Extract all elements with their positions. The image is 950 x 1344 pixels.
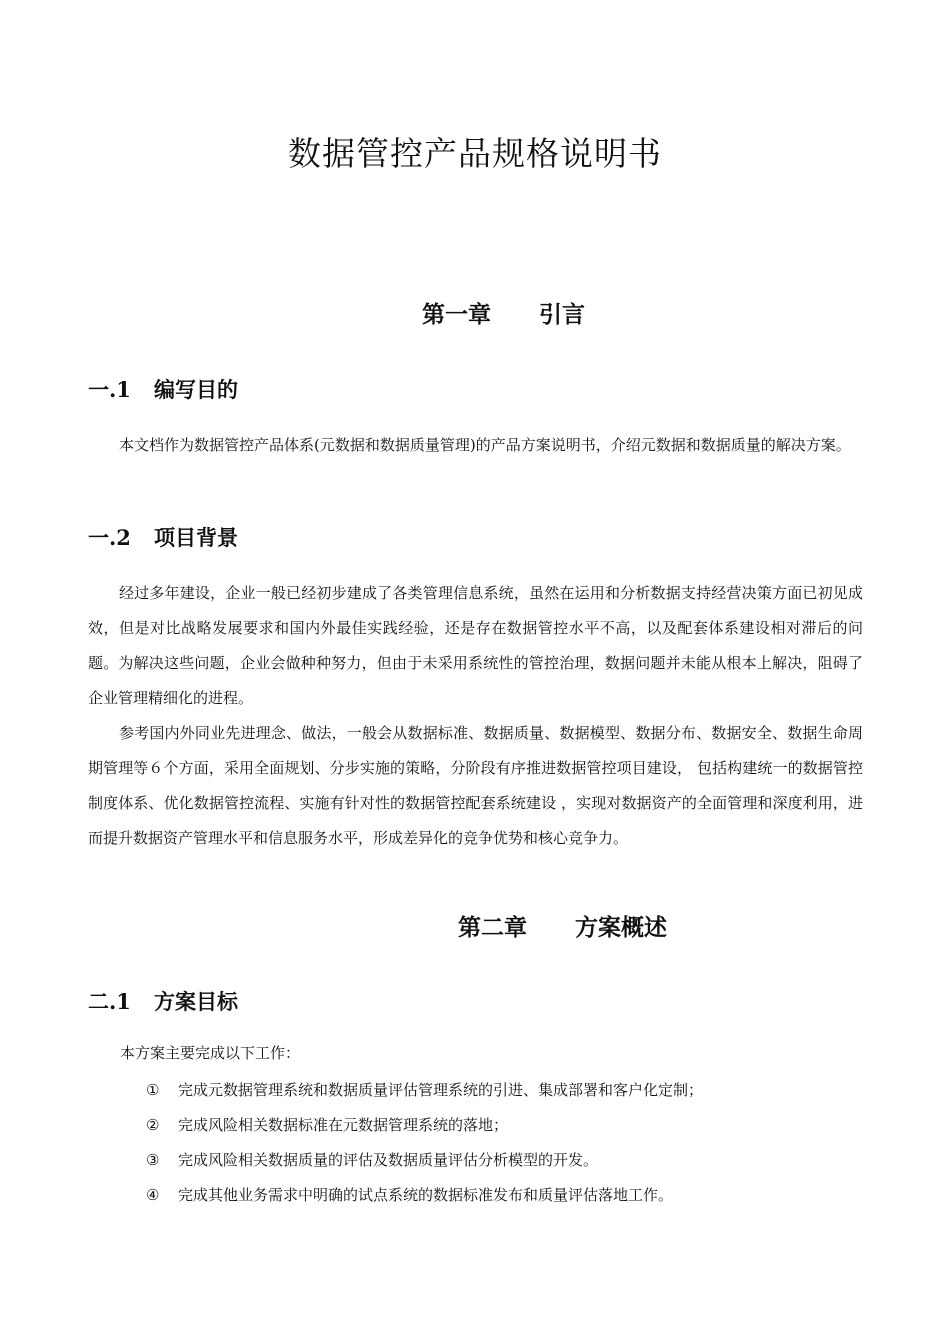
list-marker: ①: [146, 1081, 160, 1099]
chapter-1-title: 引言: [539, 301, 585, 328]
list-marker: ③: [146, 1151, 160, 1169]
list-marker: ②: [146, 1116, 160, 1134]
chapter-2-heading: [458, 909, 667, 942]
list-item: [146, 1143, 703, 1178]
purpose-paragraph: 本文档作为数据管控产品体系(元数据和数据质量管理)的产品方案说明书，介绍元数据和数据质量的解决方案。: [119, 436, 851, 454]
list-item-text: 完成风险相关数据质量的评估及数据质量评估分析模型的开发。: [178, 1151, 599, 1169]
section-2-1-title: 方案目标: [154, 989, 238, 1014]
chapter-2-label: 第二章: [458, 914, 527, 941]
background-paragraph-1: 经过多年建设，企业一般已经初步建成了各类管理信息系统，虽然在运用和分析数据支持经营决策方面已初见成效，但是对比战略发展要求和国内外最佳实践经验，还是存在数据管控水平不高，以及配套体系建设相对滞后的问题。为解决这些问题，企业会做种种努力，但由于未采用系统性的管控治理，数据问题并未能从根本上解决，阻碍了企业管理精细化的进程。: [88, 584, 863, 707]
section-1-2-number: 一.2: [88, 525, 131, 550]
section-2-1-number: 二.1: [88, 989, 131, 1014]
list-item-text: 完成元数据管理系统和数据质量评估管理系统的引进、集成部署和客户化定制；: [178, 1081, 704, 1099]
list-item-text: 完成其他业务需求中明确的试点系统的数据标准发布和质量评估落地工作。: [178, 1186, 674, 1204]
list-item: [146, 1108, 703, 1143]
section-2-1-heading: [88, 986, 238, 1016]
goals-list: [146, 1073, 703, 1213]
list-item-text: 完成风险相关数据标准在元数据管理系统的落地；: [178, 1116, 509, 1134]
chapter-1-label: 第一章: [422, 301, 491, 328]
list-marker: ④: [146, 1186, 160, 1204]
section-1-2-heading: [88, 522, 238, 552]
chapter-2-title: 方案概述: [575, 914, 667, 941]
section-1-1-number: 一.1: [88, 377, 131, 402]
section-1-1-heading: [88, 374, 238, 404]
section-1-1-title: 编写目的: [154, 377, 238, 402]
document-title: 数据管控产品规格说明书: [288, 134, 662, 173]
chapter-1-heading: [422, 296, 585, 329]
background-paragraph-2: 参考国内外同业先进理念、做法，一般会从数据标准、数据质量、数据模型、数据分布、数据安全、数据生命周期管理等６个方面，采用全面规划、分步实施的策略，分阶段有序推进数据管控项目建设， 包括构建统一的数据管控制度体系、优化数据管控流程、实施有针对性的数据管控配套系统建设 ，实现对数据资产的全面管理和深度利用，进而提升数据资产管理水平和信息服务水平，形成差异化的竞争优势和核心竞争力。: [88, 724, 863, 847]
list-item: [146, 1178, 703, 1213]
goals-intro: 本方案主要完成以下工作：: [120, 1044, 301, 1062]
list-item: [146, 1073, 703, 1108]
section-1-2-title: 项目背景: [154, 525, 238, 550]
